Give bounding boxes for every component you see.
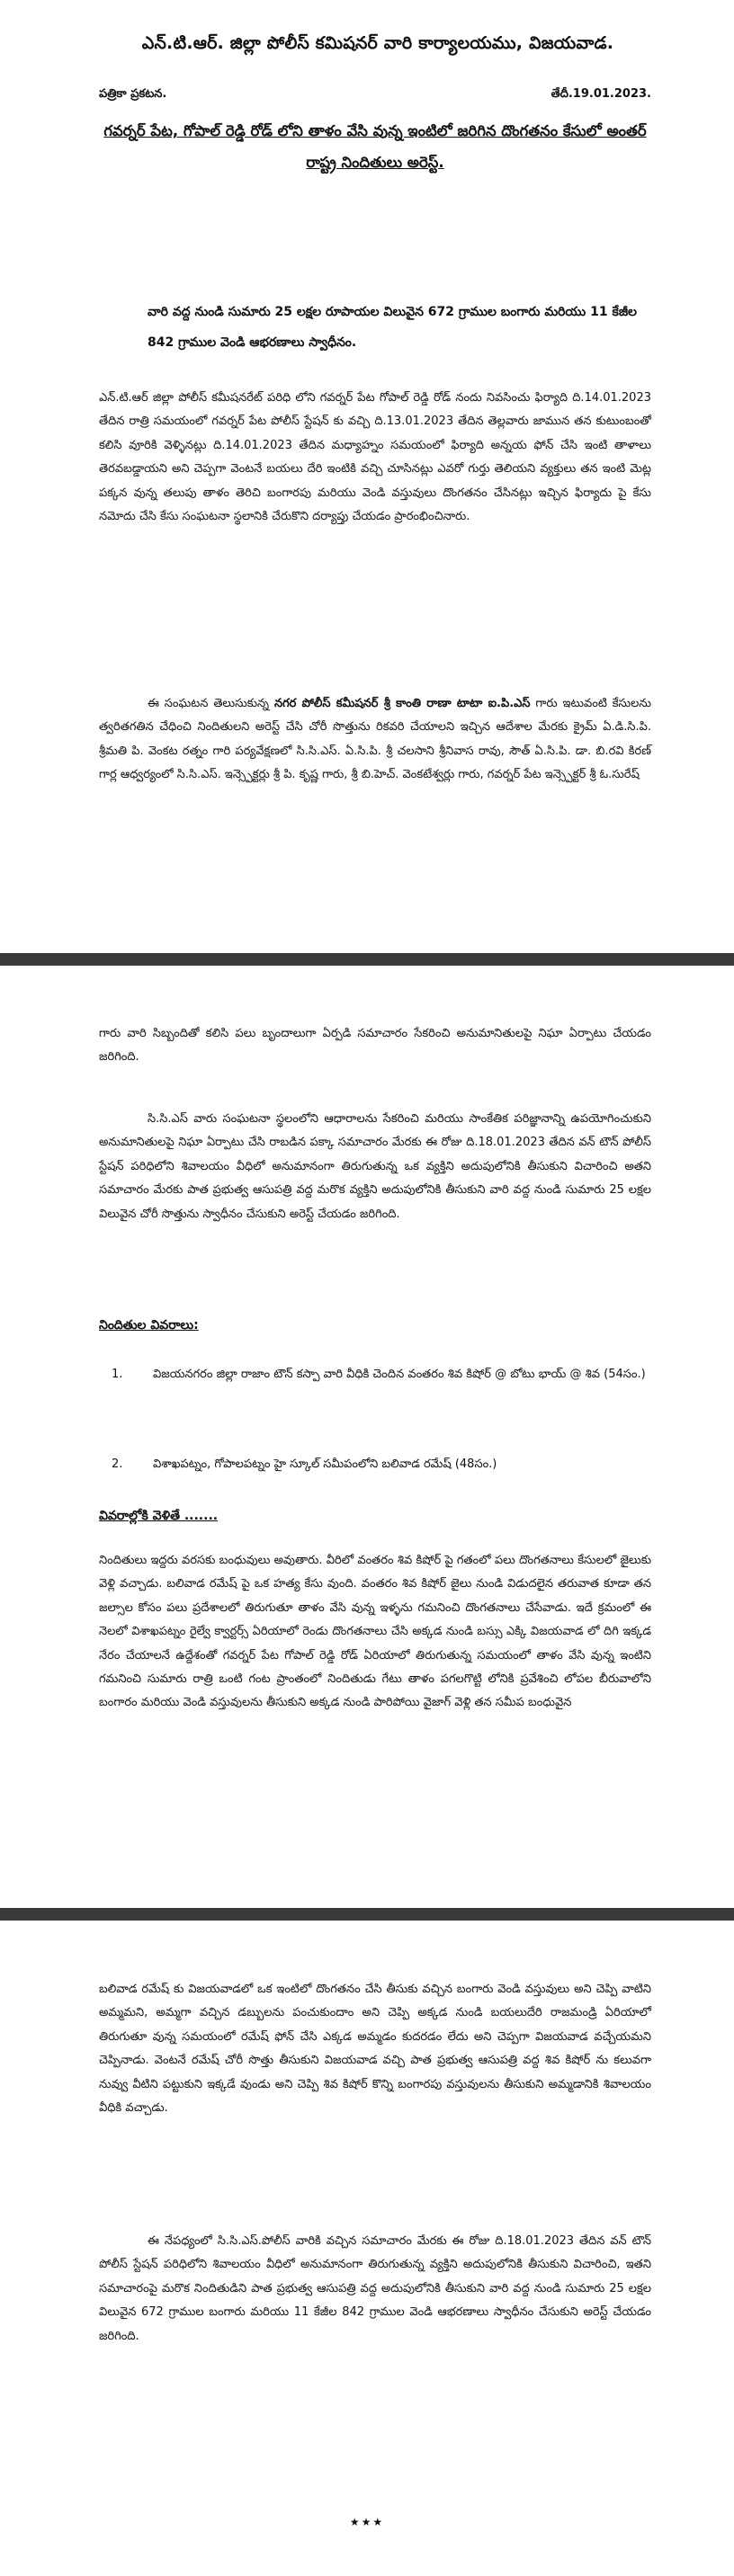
release-date: తేదీ.19.01.2023. bbox=[550, 87, 651, 101]
details-section-title: వివరాల్లోకి వెళితే ....... bbox=[99, 1509, 219, 1523]
press-release-label: పత్రికా ప్రకటన. bbox=[99, 87, 167, 101]
paragraph-details-continued: బలివాడ రమేష్ కు విజయవాడలో ఒక ఇంటిలో దొంగతనం చేసి తీసుకు వచ్చిన బంగారు వెండి వస్తువులు అని చెప్పి వాటిని అమ్మమని, అమ్మగా వచ్చిన డబ్బులను పంచుకుందాం అని చెప్పి అక్కడ నుండి బయలుదేరి రాజమండ్రి ఏరియాలో తిరుగుతూ వున్న సమయంలో రమేష్ ఫోన్ చేసి ఎక్కడ అమ్మడం కుదరడం లేదు అని చెప్పగా విజయవాడ వచ్చేయమని చెప్పినాడు. వెంటనే రమేష్ చోరీ సొత్తు తీసుకుని విజయవాడ వచ్చి పాత ప్రభుత్వ ఆసుపత్రి వద్ద శివ కిషోర్ ను కలువగా నువ్వు వీటిని పట్టుకుని ఇక్కడే వుండు అని చెప్పి శివ కిషోర్ కొన్ని బంగారపు వస్తువులను తీసుకుని అమ్మడానికి శివాలయం వీధికి వచ్చాడు. bbox=[99, 1983, 651, 2116]
commissioner-name: నగర పోలీస్ కమీషనర్ శ్రీ కాంతి రాణా టాటా ఐ.పి.ఎస్ bbox=[273, 697, 531, 710]
paragraph-arrest: సి.సి.ఎస్ వారు సంఘటనా స్థలంలోని ఆధారాలను సేకరించి మరియు సాంకేతిక పరిజ్ఞానాన్ని ఉపయోగించుకుని అనుమానితులపై నిఘా ఏర్పాటు చేసి రాబడిన పక్కా సమాచారం మేరకు ఈ రోజు ది.18.01.2023 తేదిన వన్ టౌన్ పోలీస్ స్టేషన్ పరిధిలోని శివాలయం వీధిలో అనుమానంగా తిరుగుతున్న ఒక వ్యక్తిని అదుపులోనికి తీసుకుని విచారించి అతని సమాచారం మేరకు పాత ప్రభుత్వ ఆసుపత్రి వద్ద మరొక వ్యక్తిని అదుపులోనికి తీసుకుని వారి వద్ద నుండి సుమారు 25 లక్షల విలువైన చోరీ సొత్తును స్వాధీనం చేసుకుని అరెస్ట్ చేయడం జరిగింది. bbox=[99, 1112, 651, 1221]
accused-section-title: నిందితుల వివరాలు: bbox=[99, 1318, 199, 1333]
seizure-summary: వారి వద్ద నుండి సుమారు 25 లక్షల రూపాయల విలువైన 672 గ్రాముల బంగారు మరియు 11 కేజీల 842 గ్రాముల వెండి ఆభరణాలు స్వాధీనం. bbox=[148, 305, 637, 350]
accused-details: విశాఖపట్నం, గోపాలపట్నం హై స్కూల్ సమీపంలోని బలివాడ రమేష్ (48సం.) bbox=[153, 1457, 497, 1471]
accused-details: విజయనగరం జిల్లా రాజాం టౌన్ కస్పా వారి వీధికి చెందిన వంతరం శివ కిషోర్ @ బోటు భాయ్ @ శివ (54సం.) bbox=[153, 1368, 646, 1381]
paragraph-surveillance: గారు వారి సిబ్బందితో కలిసి పలు బృందాలుగా ఏర్పడి సమాచారం సేకరించి అనుమానితులపై నిఘా ఏర్పాటు చేయడం జరిగింది. bbox=[99, 1027, 651, 1065]
office-title: ఎన్.టి.ఆర్. జిల్లా పోలీస్ కమిషనర్ వారి కార్యాలయము, విజయవాడ. bbox=[141, 33, 614, 53]
paragraph-details: నిందితులు ఇద్దరు వరసకు బంధువులు అవుతారు. వీరిలో వంతరం శివ కిషోర్ పై గతంలో పలు దొంగతనాలు కేసులలో జైలుకు వెళ్లి వచ్చాడు. బలివాడ రమేష్ పై ఒక హత్య కేసు వుంది. వంతరం శివ కిషోర్ జైలు నుండి విడుదలైన తరువాత కూడా తన జల్సాల కోసం పలు ప్రదేశాలలో తిరుగుతూ తాళం వేసి వున్న ఇళ్ళను గమనించి దొంగతనాలు చేసేవాడు. ఇదే క్రమంలో ఈ నెలలో విశాఖపట్నం రైల్వే క్వార్టర్స్ ఏరియాలో రెండు దొంగతనాలు చేసి అక్కడ నుండి బస్సు ఎక్కి విజయవాడ లో దిగి ఇక్కడ నేరం చేయాలనే ఉద్దేశంతో గవర్నర్ పేట గోపాల్ రెడ్డి రోడ్ ఏరియాలో తిరుగుతున్న సమయంలో తాళం వేసి వున్న ఇంటిని గమనించి సుమారు రాత్రి ఒంటి గంట ప్రాంతంలో నిందితుడు గేటు తాళం పగలగొట్టి లోనికి ప్రవేశించి లోపల బీరువాలోని బంగారం మరియు వెండి వస్తువులను తీసుకుని అక్కడ నుండి పారిపోయి వైజాగ్ వెళ్లి తన సమీప బంధువైన bbox=[99, 1554, 651, 1710]
accused-number: 2. bbox=[112, 1457, 123, 1471]
page-divider bbox=[0, 1908, 734, 1921]
page-divider bbox=[0, 953, 734, 966]
paragraph-conclusion: ఈ నేపధ్యంలో సి.సి.ఎస్.పోలీస్ వారికి వచ్చిన సమాచారం మేరకు ఈ రోజు ది.18.01.2023 తేదిన వన్ టౌన్ పోలీస్ స్టేషన్ పరిధిలోని శివాలయం వీధిలో అనుమానంగా తిరుగుతున్న వ్యక్తిని అదుపులోనికి తీసుకుని విచారించి, ఇతని సమాచారంపై మరొక నిందితుడిని పాత ప్రభుత్వ ఆసుపత్రి వద్ద అదుపులోనికి తీసుకుని వారి వద్ద నుండి సుమారు 25 లక్షల విలువైన 672 గ్రాముల బంగారు మరియు 11 కేజీల 842 గ్రాముల వెండి ఆభరణాలు స్వాధీనం చేసుకుని అరెస్ట్ చేయడం జరిగింది. bbox=[99, 2234, 651, 2343]
headline: గవర్నర్ పేట, గోపాల్ రెడ్డి రోడ్ లోని తాళం వేసి వున్న ఇంటిలో జరిగిన దొంగతనం కేసులో అంతర్ రాష్ట్ర నిందితులు అరెస్ట్. bbox=[103, 122, 647, 171]
paragraph-complaint: ఎన్.టి.ఆర్ జిల్లా పోలీస్ కమీషనరేట్ పరిధి లోని గవర్నర్ పేట గోపాల్ రెడ్డి రోడ్ నందు నివసించు ఫిర్యాది ది.14.01.2023 తేదిన రాత్రి సమయంలో గవర్నర్ పేట పోలీస్ స్టేషన్ కు వచ్చి ది.13.01.2023 తేదిన తెల్లవారు జామున తన కుటుంబంతో కలిసి వూరికి వెళ్ళినట్లు ది.14.01.2023 తేదిన మధ్యాహ్నం సమయంలో ఫిర్యాది అన్నయ ఫోన్ చేసి ఇంటి తాళాలు తెరవబడ్డాయని అని చెప్పగా వెంటనే బయలు దేరి ఇంటికి వచ్చి చూసినట్లు ఎవరో గుర్తు తెలియని వ్యక్తులు తన ఇంటి మెట్ల పక్కన వున్న తలుపు తాళం తెరిచి బంగారపు మరియు వెండి వస్తువులు దొంగతనం చేసినట్లు ఇచ్చిన ఫిర్యాదు పై కేసు నమోదు చేసి కేసు సంఘటనా స్థలానికి చేరుకొని దర్యాప్తు చేయడం ప్రారంభించినారు. bbox=[99, 391, 651, 524]
paragraph-investigation: ఈ సంఘటన తెలుసుకున్న నగర పోలీస్ కమీషనర్ శ్రీ కాంతి రాణా టాటా ఐ.పి.ఎస్ గారు ఇటువంటి కేసులను త్వరితగతిన చేధించి నిందితులని అరెస్ట్ చేసి చోరీ సొత్తును రికవరి చేయాలని ఇచ్చిన ఆదేశాల మేరకు క్రైమ్ ఏ.డి.సి.పి. శ్రీమతి పి. వెంకట రత్నం గారి పర్యవేక్షణలో సి.సి.ఎస్. ఏ.సి.పి. శ్రీ చలసాని శ్రీనివాస రావు, సౌత్ ఏ.సి.పి. డా. బి.రవి కిరణ్ గార్ల ఆధ్వర్యంలో సి.సి.ఎస్. ఇన్స్పెక్టర్లు శ్రీ పి. కృష్ణ గారు, శ్రీ బి.హెచ్. వెంకటేశ్వర్లు గారు, గవర్నర్ పేట ఇన్స్పెక్టర్ శ్రీ ఓ.సురేష్ bbox=[99, 697, 651, 782]
end-mark: ★★★ bbox=[349, 2516, 385, 2528]
accused-item bbox=[99, 1453, 651, 1480]
accused-item bbox=[99, 1363, 651, 1417]
accused-number: 1. bbox=[112, 1368, 123, 1381]
